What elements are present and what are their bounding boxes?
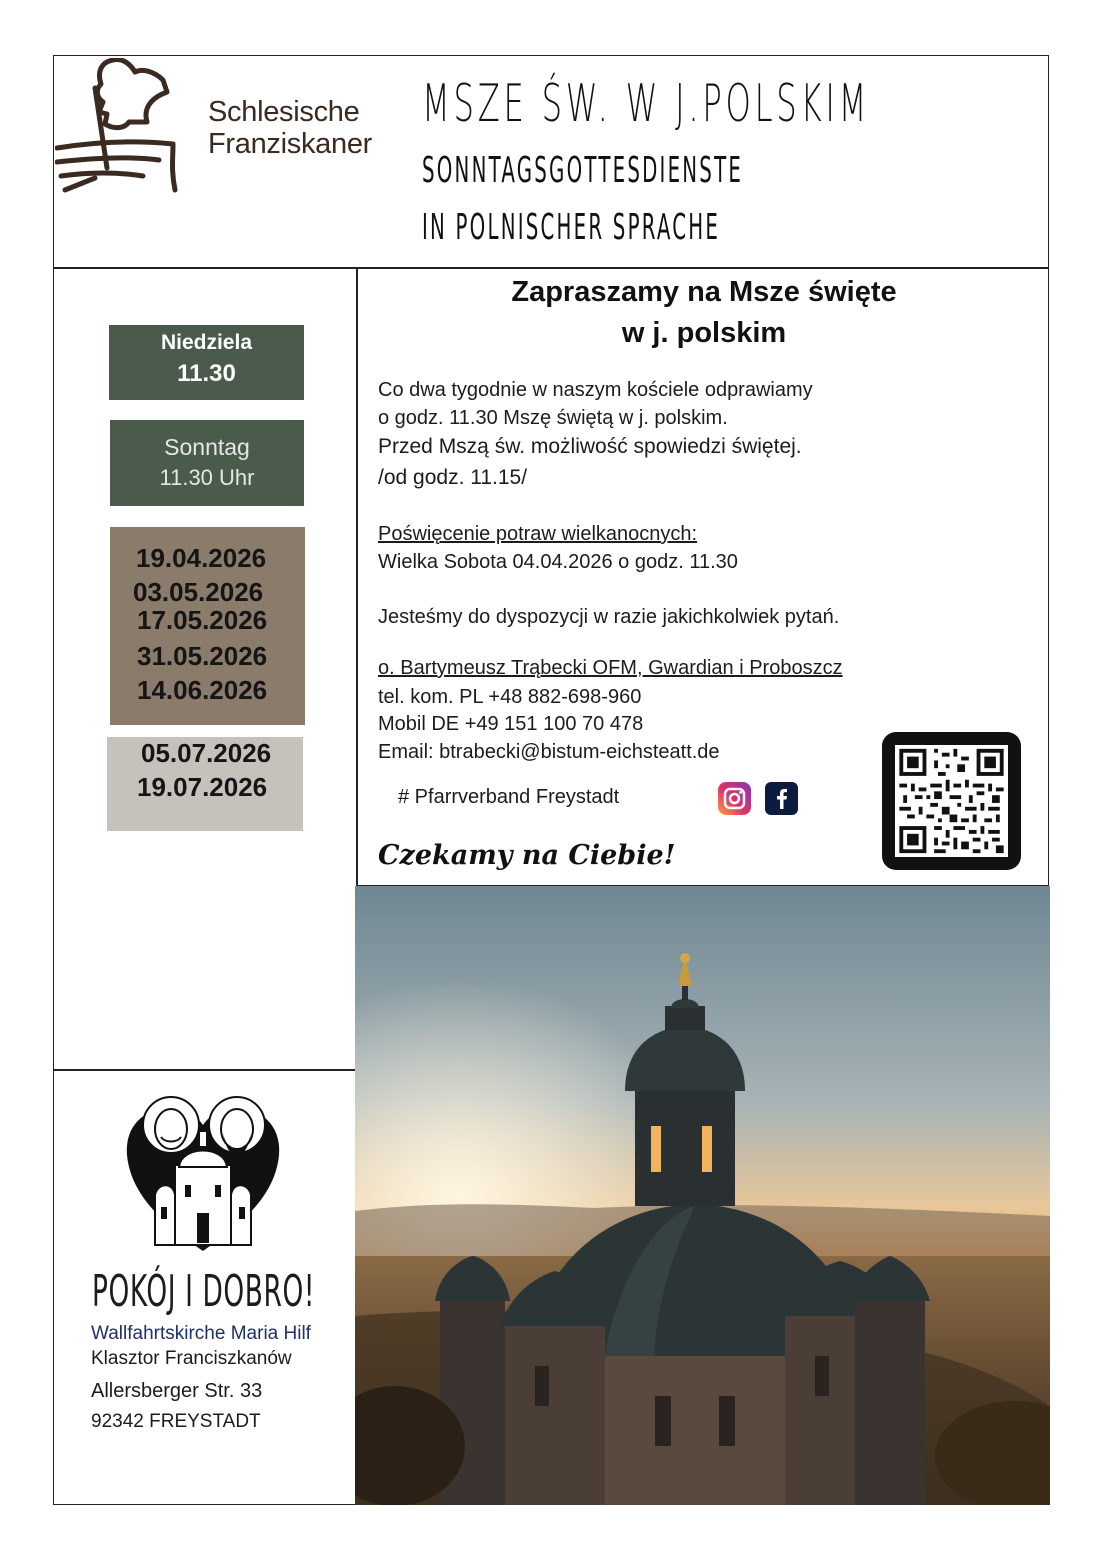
intro-line-1: Co dwa tygodnie w naszym kościele odprawiamy [378,379,813,401]
easter-heading: Poświęcenie potraw wielkanocnych: [378,523,698,545]
footer-motto: POKÓJ I DOBRO! [92,1266,316,1317]
intro-line-4: /od godz. 11.15/ [378,466,528,489]
easter-text: Wielka Sobota 04.04.2026 o godz. 11.30 [378,551,738,573]
intro-line-2: o godz. 11.30 Mszę świętą w j. polskim. [378,407,728,429]
instagram-icon[interactable] [718,782,751,815]
date-item: 14.06.2026 [137,675,268,705]
sunday-german-box [110,420,304,506]
franciscan-logo-icon [55,58,205,198]
sunday-polish-box [109,325,304,400]
sunday-polish-time: 11.30 [177,360,236,387]
brand-line-1: Schlesische [208,96,360,128]
city-address: 92342 FREYSTADT [91,1411,261,1432]
main-heading-line-2: w j. polskim [621,317,787,349]
date-item: 19.04.2026 [136,543,267,573]
contact-name: o. Bartymeusz Trąbecki OFM, Gwardian i Proboszcz [378,657,843,679]
date-item: 03.05.2026 [133,577,264,607]
contact-phone-de: Mobil DE +49 151 100 70 478 [378,713,644,735]
monastery-name: Klasztor Franciszkanów [91,1348,292,1369]
sunday-polish-label: Niedziela [160,331,253,354]
saints-church-icon [123,1085,283,1253]
intro-line-3: Przed Mszą św. możliwość spowiedzi świętej. [378,435,802,458]
main-heading-line-1: Zapraszamy na Msze święte [511,276,897,308]
footer-divider [53,1069,356,1071]
qr-code-icon[interactable] [882,732,1021,870]
church-dome-photo [355,886,1050,1505]
qr-pattern [895,745,1008,857]
brand-name [208,96,372,160]
church-name: Wallfahrtskirche Maria Hilf [91,1323,311,1344]
questions-text: Jesteśmy do dyspozycji w razie jakichkolwiek pytań. [378,606,840,628]
date-item: 19.07.2026 [137,772,268,802]
church-dome-illustration [355,886,1050,1505]
closing-slogan: Czekamy na Ciebie! [378,840,676,871]
date-item: 05.07.2026 [141,738,272,768]
hashtag: # Pfarrverband Freystadt [398,786,620,808]
contact-phone-pl: tel. kom. PL +48 882-698-960 [378,686,642,708]
facebook-icon[interactable] [765,782,798,815]
street-address: Allersberger Str. 33 [91,1380,263,1402]
date-item: 31.05.2026 [137,641,268,671]
sunday-german-label: Sonntag [164,434,250,460]
header-divider [53,267,1049,269]
contact-email: Email: btrabecki@bistum-eichsteatt.de [378,741,720,763]
page-title: MSZE ŚW. W J.POLSKIM [422,74,871,134]
sunday-german-time: 11.30 Uhr [159,465,255,490]
subtitle-line-1: SONNTAGSGOTTESDIENSTE [422,150,744,191]
brand-line-2: Franziskaner [208,128,373,160]
subtitle-line-2: IN POLNISCHER SPRACHE [422,207,721,248]
date-item: 17.05.2026 [137,605,268,635]
